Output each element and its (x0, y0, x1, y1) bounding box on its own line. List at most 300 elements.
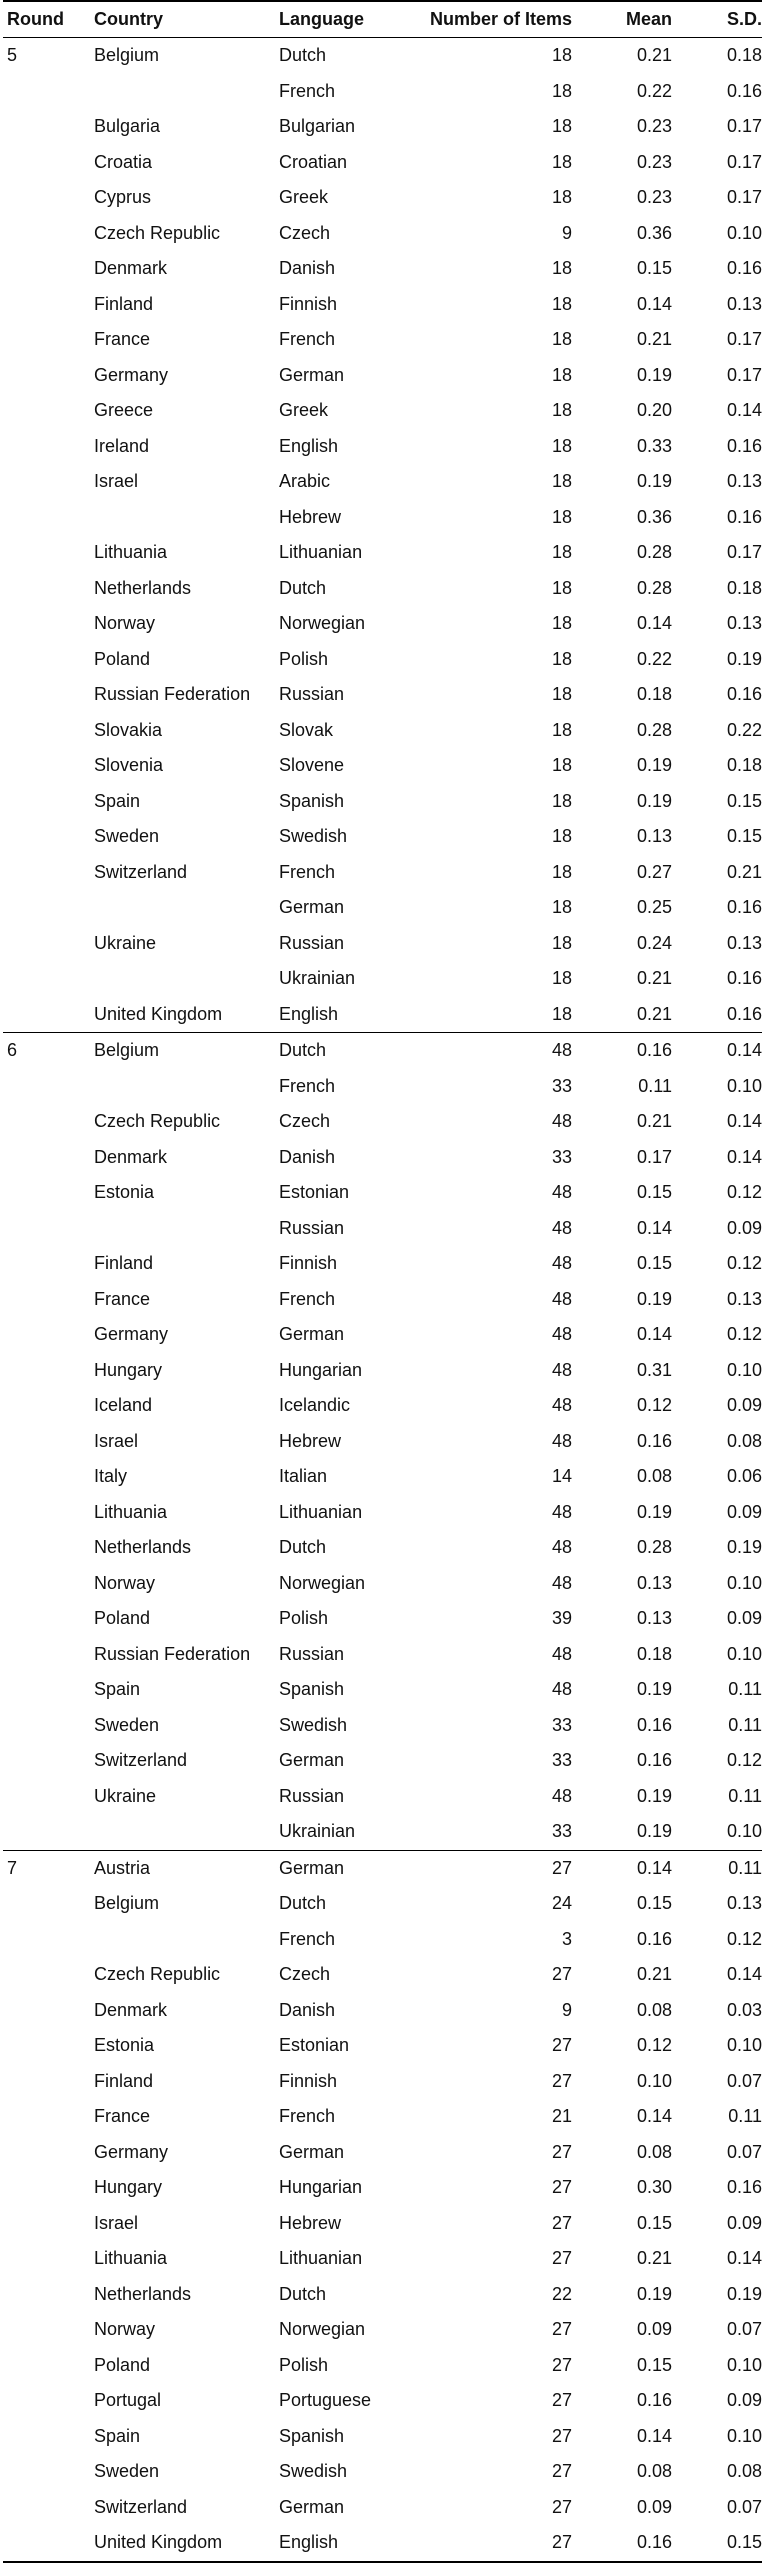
table-row (3, 74, 762, 110)
mean-cell: 0.21 (636, 2248, 672, 2269)
language-cell: French (279, 80, 336, 101)
sd-cell: 0.17 (726, 364, 762, 385)
sd-cell: 0.10 (726, 1643, 762, 1664)
country-cell (94, 74, 279, 110)
table-row (3, 251, 762, 287)
language-cell: Spanish (279, 2425, 345, 2446)
language-cell: Czech (279, 1964, 331, 1985)
country-cell (94, 961, 279, 997)
number-of-items-cell: 27 (551, 2177, 572, 2198)
number-of-items-cell: 27 (551, 2035, 572, 2056)
mean-cell: 0.28 (636, 1537, 672, 1558)
mean-cell: 0.19 (636, 1679, 672, 1700)
language-cell: French (279, 329, 336, 350)
sd-cell: 0.10 (726, 1821, 762, 1842)
number-of-items-cell: 18 (551, 968, 572, 989)
language-cell: German (279, 1857, 345, 1878)
table-row (3, 1104, 762, 1140)
number-of-items-cell: 48 (551, 1395, 572, 1416)
country-cell: Spain (94, 1679, 141, 1700)
number-of-items-cell: 14 (551, 1466, 572, 1487)
table-row (3, 287, 762, 323)
round-cell (3, 1317, 94, 1353)
number-of-items-cell: 18 (551, 932, 572, 953)
number-of-items-cell: 18 (551, 542, 572, 563)
header-round: Round (7, 9, 64, 29)
table-row (3, 38, 762, 74)
country-cell: Germany (94, 364, 169, 385)
number-of-items-cell: 48 (551, 1324, 572, 1345)
table-row (3, 677, 762, 713)
sd-cell: 0.17 (726, 151, 762, 172)
country-cell: Finland (94, 1253, 154, 1274)
table-row (3, 2028, 762, 2064)
language-cell: German (279, 364, 345, 385)
round-cell (3, 1424, 94, 1460)
language-cell: English (279, 2532, 339, 2553)
mean-cell: 0.14 (636, 1324, 672, 1345)
sd-cell: 0.21 (726, 861, 762, 882)
country-cell: United Kingdom (94, 2532, 223, 2553)
sd-cell: 0.10 (726, 2425, 762, 2446)
sd-cell: 0.16 (726, 684, 762, 705)
number-of-items-cell: 48 (551, 1217, 572, 1238)
country-cell: Germany (94, 1324, 169, 1345)
mean-cell: 0.13 (636, 1608, 672, 1629)
language-cell: Russian (279, 1217, 345, 1238)
country-cell: Belgium (94, 45, 160, 66)
language-cell: Italian (279, 1466, 328, 1487)
header-language: Language (279, 9, 365, 29)
sd-cell: 0.10 (726, 2035, 762, 2056)
language-cell: Polish (279, 1608, 329, 1629)
mean-cell: 0.23 (636, 116, 672, 137)
round-cell (3, 713, 94, 749)
number-of-items-cell: 18 (551, 826, 572, 847)
round-cell (3, 2383, 94, 2419)
table-header (3, 1, 762, 38)
language-cell: French (279, 2106, 336, 2127)
country-cell: Norway (94, 1572, 156, 1593)
language-cell: Bulgarian (279, 116, 356, 137)
round-cell (3, 74, 94, 110)
sd-cell: 0.13 (726, 613, 762, 634)
table-row (3, 2064, 762, 2100)
round-cell: 5 (7, 45, 18, 66)
country-cell: Croatia (94, 151, 153, 172)
round-cell (3, 2099, 94, 2135)
mean-cell: 0.22 (636, 648, 672, 669)
language-cell: Swedish (279, 826, 348, 847)
language-cell: Dutch (279, 1040, 327, 1061)
number-of-items-cell: 21 (551, 2106, 572, 2127)
table-row (3, 1814, 762, 1850)
mean-cell: 0.25 (636, 897, 672, 918)
language-cell: Slovak (279, 719, 334, 740)
header-country: Country (94, 9, 163, 29)
country-cell: Cyprus (94, 187, 152, 208)
table-row (3, 2135, 762, 2171)
number-of-items-cell: 18 (551, 861, 572, 882)
table-row (3, 2170, 762, 2206)
number-of-items-cell: 48 (551, 1253, 572, 1274)
country-cell: United Kingdom (94, 1003, 223, 1024)
table-row (3, 1459, 762, 1495)
table-row (3, 1033, 762, 1069)
table-row (3, 606, 762, 642)
country-cell: Netherlands (94, 2283, 192, 2304)
language-cell: Estonian (279, 2035, 350, 2056)
number-of-items-cell: 18 (551, 684, 572, 705)
table-row (3, 819, 762, 855)
mean-cell: 0.14 (636, 1217, 672, 1238)
language-cell: Dutch (279, 45, 327, 66)
language-cell: Russian (279, 932, 345, 953)
number-of-items-cell: 27 (551, 2496, 572, 2517)
country-cell (94, 890, 279, 926)
country-cell: Slovakia (94, 719, 163, 740)
mean-cell: 0.22 (636, 80, 672, 101)
table-row (3, 1672, 762, 1708)
table-row (3, 1246, 762, 1282)
table-row (3, 1175, 762, 1211)
round-cell (3, 997, 94, 1033)
sd-cell: 0.11 (728, 1679, 762, 1700)
language-cell: French (279, 861, 336, 882)
mean-cell: 0.13 (636, 1572, 672, 1593)
number-of-items-cell: 18 (551, 435, 572, 456)
round-cell (3, 1743, 94, 1779)
language-cell: German (279, 1324, 345, 1345)
country-cell: Germany (94, 2141, 169, 2162)
mean-cell: 0.15 (636, 258, 672, 279)
language-cell: Ukrainian (279, 968, 356, 989)
language-cell: Lithuanian (279, 1501, 363, 1522)
country-cell: Bulgaria (94, 116, 161, 137)
round-cell (3, 1672, 94, 1708)
round-cell: 6 (7, 1040, 18, 1061)
language-cell: Finnish (279, 293, 338, 314)
round-cell (3, 1104, 94, 1140)
mean-cell: 0.13 (636, 826, 672, 847)
number-of-items-cell: 18 (551, 648, 572, 669)
sd-cell: 0.15 (726, 2532, 762, 2553)
table-row (3, 1886, 762, 1922)
country-cell: Russian Federation (94, 1643, 251, 1664)
table-row (3, 1282, 762, 1318)
sd-cell: 0.10 (726, 222, 762, 243)
country-cell: Denmark (94, 1999, 168, 2020)
country-cell: Ireland (94, 435, 150, 456)
table-row (3, 2490, 762, 2526)
round-cell (3, 358, 94, 394)
sd-cell: 0.07 (726, 2141, 762, 2162)
table-row (3, 2348, 762, 2384)
round-cell (3, 1601, 94, 1637)
mean-cell: 0.15 (636, 1182, 672, 1203)
number-of-items-cell: 48 (551, 1785, 572, 1806)
language-cell: Spanish (279, 1679, 345, 1700)
language-cell: German (279, 1750, 345, 1771)
sd-cell: 0.03 (726, 1999, 762, 2020)
number-of-items-cell: 27 (551, 1857, 572, 1878)
table-row (3, 2525, 762, 2562)
sd-cell: 0.14 (726, 400, 762, 421)
country-cell: Ukraine (94, 932, 157, 953)
table-row (3, 1069, 762, 1105)
round-cell (3, 2206, 94, 2242)
sd-cell: 0.12 (726, 1324, 762, 1345)
round-cell (3, 1388, 94, 1424)
mean-cell: 0.15 (636, 2354, 672, 2375)
round-cell (3, 1708, 94, 1744)
round-cell (3, 500, 94, 536)
country-cell (94, 1814, 279, 1850)
sd-cell: 0.09 (726, 1501, 762, 1522)
table-row (3, 1424, 762, 1460)
round-cell (3, 926, 94, 962)
sd-cell: 0.10 (726, 1075, 762, 1096)
mean-cell: 0.30 (636, 2177, 672, 2198)
number-of-items-cell: 33 (551, 1714, 572, 1735)
number-of-items-cell: 48 (551, 1679, 572, 1700)
number-of-items-cell: 27 (551, 2070, 572, 2091)
round-cell (3, 287, 94, 323)
number-of-items-cell: 27 (551, 2141, 572, 2162)
round-cell (3, 1566, 94, 1602)
mean-cell: 0.33 (636, 435, 672, 456)
sd-cell: 0.13 (726, 1893, 762, 1914)
sd-cell: 0.09 (726, 1217, 762, 1238)
table-row (3, 535, 762, 571)
table-row (3, 180, 762, 216)
mean-cell: 0.24 (636, 932, 672, 953)
language-cell: Greek (279, 400, 329, 421)
number-of-items-cell: 18 (551, 45, 572, 66)
round-cell (3, 145, 94, 181)
sd-cell: 0.18 (726, 755, 762, 776)
header-row (3, 1, 762, 38)
header-mean: Mean (625, 9, 672, 29)
language-cell: Danish (279, 258, 336, 279)
sd-cell: 0.10 (726, 2354, 762, 2375)
mean-cell: 0.08 (636, 1466, 672, 1487)
country-cell: Portugal (94, 2390, 162, 2411)
round-cell (3, 1530, 94, 1566)
round-cell (3, 677, 94, 713)
mean-cell: 0.21 (636, 968, 672, 989)
mean-cell: 0.19 (636, 364, 672, 385)
country-cell: Estonia (94, 1182, 155, 1203)
language-cell: Slovene (279, 755, 345, 776)
number-of-items-cell: 18 (551, 719, 572, 740)
language-cell: Polish (279, 2354, 329, 2375)
country-cell: Lithuania (94, 2248, 168, 2269)
sd-cell: 0.14 (726, 1040, 762, 1061)
mean-cell: 0.36 (636, 222, 672, 243)
sd-cell: 0.19 (726, 1537, 762, 1558)
round-cell (3, 1495, 94, 1531)
language-cell: Croatian (279, 151, 348, 172)
table-row (3, 500, 762, 536)
round-cell (3, 1069, 94, 1105)
country-cell: Israel (94, 2212, 139, 2233)
round-cell (3, 1211, 94, 1247)
round-cell (3, 2419, 94, 2455)
number-of-items-cell: 48 (551, 1643, 572, 1664)
round-cell (3, 855, 94, 891)
country-cell (94, 500, 279, 536)
language-cell: Polish (279, 648, 329, 669)
number-of-items-cell: 27 (551, 2212, 572, 2233)
number-of-items-cell: 48 (551, 1359, 572, 1380)
number-of-items-cell: 48 (551, 1111, 572, 1132)
table-row (3, 890, 762, 926)
sd-cell: 0.11 (728, 1857, 762, 1878)
sd-cell: 0.13 (726, 932, 762, 953)
language-cell: Icelandic (279, 1395, 351, 1416)
table-row (3, 429, 762, 465)
sd-cell: 0.08 (726, 1430, 762, 1451)
language-cell: Estonian (279, 1182, 350, 1203)
sd-cell: 0.14 (726, 1146, 762, 1167)
header-number-of-items: Number of Items (429, 9, 572, 29)
country-cell: Hungary (94, 2177, 163, 2198)
table-row (3, 997, 762, 1033)
language-cell: Finnish (279, 1253, 338, 1274)
sd-cell: 0.11 (728, 1785, 762, 1806)
language-cell: Danish (279, 1999, 336, 2020)
mean-cell: 0.19 (636, 2283, 672, 2304)
sd-cell: 0.18 (726, 45, 762, 66)
number-of-items-cell: 9 (561, 222, 572, 243)
country-cell: Belgium (94, 1893, 160, 1914)
country-cell: Ukraine (94, 1785, 157, 1806)
round-cell (3, 1993, 94, 2029)
mean-cell: 0.10 (636, 2070, 672, 2091)
sd-cell: 0.19 (726, 648, 762, 669)
round-cell (3, 2135, 94, 2171)
round-cell (3, 2312, 94, 2348)
country-cell: Lithuania (94, 1501, 168, 1522)
table-row (3, 1850, 762, 1886)
sd-cell: 0.18 (726, 577, 762, 598)
table-row (3, 1601, 762, 1637)
mean-cell: 0.09 (636, 2319, 672, 2340)
sd-cell: 0.15 (726, 790, 762, 811)
country-cell: Finland (94, 293, 154, 314)
table-row (3, 1388, 762, 1424)
table-row (3, 2241, 762, 2277)
mean-cell: 0.09 (636, 2496, 672, 2517)
mean-cell: 0.21 (636, 329, 672, 350)
mean-cell: 0.16 (636, 1430, 672, 1451)
mean-cell: 0.16 (636, 1750, 672, 1771)
sd-cell: 0.07 (726, 2070, 762, 2091)
round-cell (3, 2170, 94, 2206)
round-cell (3, 1886, 94, 1922)
country-cell: Sweden (94, 1714, 160, 1735)
number-of-items-cell: 24 (551, 1893, 572, 1914)
table-row (3, 2206, 762, 2242)
round-cell (3, 1957, 94, 1993)
mean-cell: 0.21 (636, 1003, 672, 1024)
country-cell: Sweden (94, 2461, 160, 2482)
table-row (3, 2312, 762, 2348)
round-cell (3, 429, 94, 465)
number-of-items-cell: 18 (551, 400, 572, 421)
round-cell (3, 180, 94, 216)
country-cell: Czech Republic (94, 1964, 221, 1985)
language-cell: Norwegian (279, 613, 366, 634)
table-row (3, 1495, 762, 1531)
mean-cell: 0.08 (636, 1999, 672, 2020)
sd-cell: 0.09 (726, 2212, 762, 2233)
mean-cell: 0.08 (636, 2461, 672, 2482)
table-row (3, 2383, 762, 2419)
country-cell: Israel (94, 471, 139, 492)
table-row (3, 1211, 762, 1247)
language-cell: English (279, 1003, 339, 1024)
number-of-items-cell: 27 (551, 2461, 572, 2482)
header-sd: S.D. (726, 9, 762, 29)
number-of-items-cell: 48 (551, 1537, 572, 1558)
mean-cell: 0.15 (636, 1893, 672, 1914)
table-row (3, 1353, 762, 1389)
table-row (3, 358, 762, 394)
number-of-items-cell: 33 (551, 1750, 572, 1771)
language-cell: German (279, 2496, 345, 2517)
language-cell: Dutch (279, 1893, 327, 1914)
table-row (3, 1317, 762, 1353)
round-cell (3, 2454, 94, 2490)
country-cell: Switzerland (94, 1750, 188, 1771)
sd-cell: 0.17 (726, 542, 762, 563)
table-row (3, 926, 762, 962)
mean-cell: 0.12 (636, 2035, 672, 2056)
country-cell: Israel (94, 1430, 139, 1451)
sd-cell: 0.10 (726, 1572, 762, 1593)
table-row (3, 642, 762, 678)
mean-cell: 0.16 (636, 1714, 672, 1735)
results-table (3, 0, 762, 2563)
table-body (3, 38, 762, 2562)
mean-cell: 0.08 (636, 2141, 672, 2162)
table-row (3, 464, 762, 500)
mean-cell: 0.28 (636, 577, 672, 598)
mean-cell: 0.14 (636, 613, 672, 634)
country-cell: Iceland (94, 1395, 153, 1416)
language-cell: French (279, 1075, 336, 1096)
number-of-items-cell: 18 (551, 790, 572, 811)
sd-cell: 0.16 (726, 258, 762, 279)
round-cell (3, 2348, 94, 2384)
sd-cell: 0.16 (726, 80, 762, 101)
mean-cell: 0.27 (636, 861, 672, 882)
mean-cell: 0.31 (636, 1359, 672, 1380)
round-cell (3, 1459, 94, 1495)
sd-cell: 0.16 (726, 897, 762, 918)
sd-cell: 0.12 (726, 1182, 762, 1203)
number-of-items-cell: 33 (551, 1821, 572, 1842)
round-cell (3, 2064, 94, 2100)
language-cell: English (279, 435, 339, 456)
country-cell: Spain (94, 790, 141, 811)
sd-cell: 0.07 (726, 2319, 762, 2340)
mean-cell: 0.14 (636, 1857, 672, 1878)
country-cell: Switzerland (94, 2496, 188, 2517)
round-cell (3, 2241, 94, 2277)
